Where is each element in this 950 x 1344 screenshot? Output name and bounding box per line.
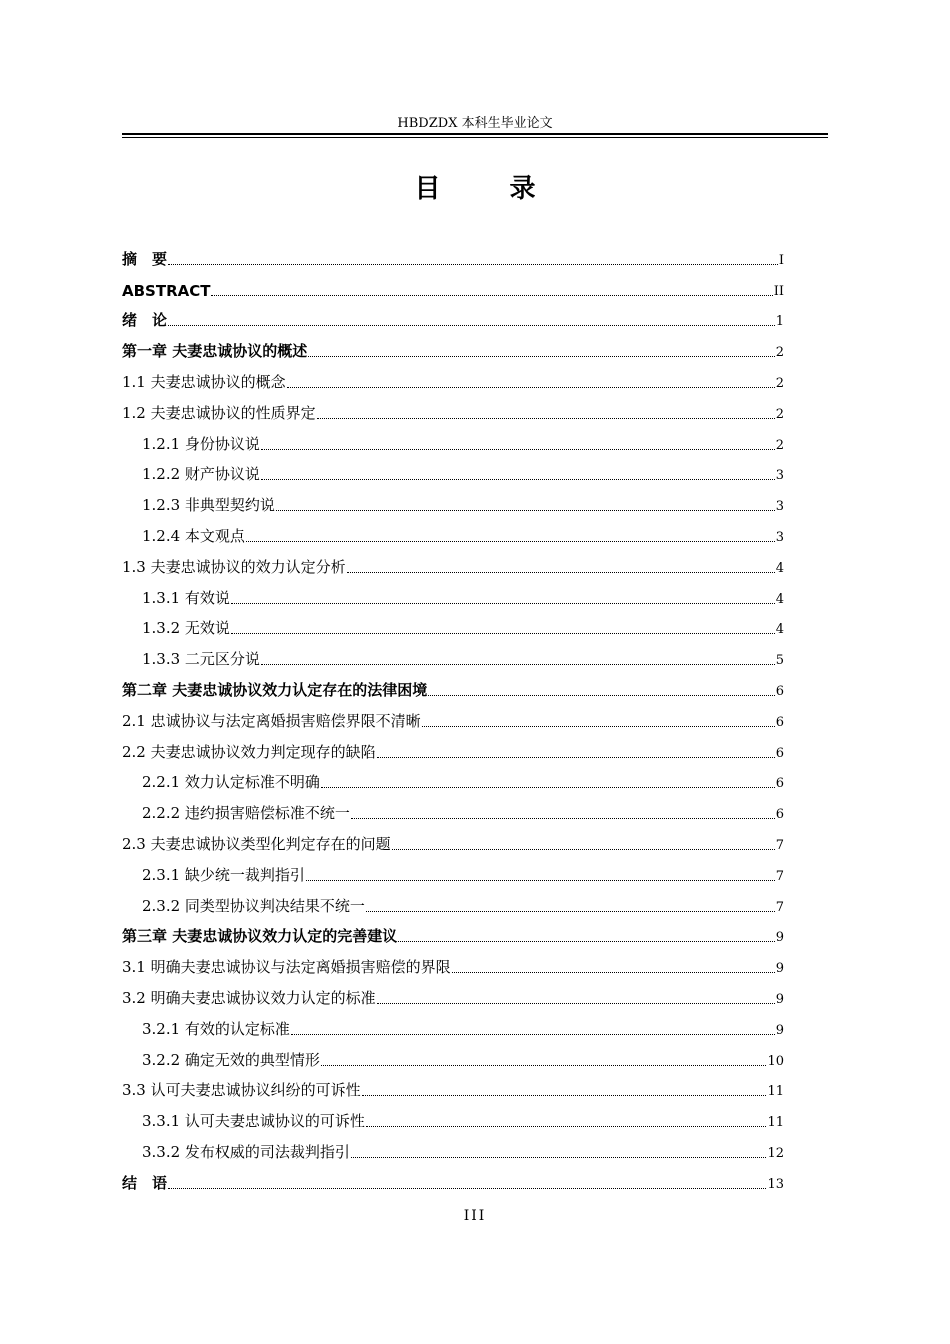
toc-entry[interactable]	[122, 363, 784, 394]
toc-dot-leader	[261, 478, 775, 480]
toc-entry-page: 6	[775, 714, 784, 730]
toc-entry-label: 1.2.2 财产协议说	[142, 465, 260, 484]
toc-entry-page: 10	[767, 1053, 784, 1069]
toc-dot-leader	[428, 694, 774, 696]
toc-entry[interactable]	[122, 887, 784, 918]
toc-entry[interactable]	[122, 702, 784, 733]
toc-entry-page: 9	[775, 961, 784, 977]
toc-dot-leader	[321, 1064, 767, 1066]
toc-dot-leader	[246, 540, 775, 542]
toc-dot-leader	[276, 509, 775, 511]
toc-entry-page: 7	[775, 868, 784, 884]
page-number: III	[463, 1208, 487, 1224]
toc-entry-label: 3.2 明确夫妻忠诚协议效力认定的标准	[122, 988, 376, 1007]
toc-dot-leader	[362, 1094, 767, 1096]
toc-dot-leader	[291, 1033, 775, 1035]
toc-dot-leader	[347, 571, 775, 573]
toc-entry-page: I	[778, 252, 784, 268]
toc-entry-page: 6	[775, 683, 784, 699]
toc-entry-label: 1.3.2 无效说	[142, 619, 230, 638]
toc-entry-label: 3.2.2 确定无效的典型情形	[142, 1050, 320, 1069]
toc-entry-page: 2	[775, 437, 784, 453]
toc-entry-label: 1.2.1 身份协议说	[142, 434, 260, 453]
toc-entry-page: 2	[775, 375, 784, 391]
toc-entry-label: 1.2 夫妻忠诚协议的性质界定	[122, 403, 316, 422]
page-header: HBDZDX 本科生毕业论文	[397, 116, 553, 131]
toc-entry[interactable]	[122, 517, 784, 548]
toc-entry-page: 11	[767, 1084, 784, 1100]
toc-entry-label: 结 语	[122, 1173, 168, 1192]
toc-entry-label: 3.3.1 认可夫妻忠诚协议的可诉性	[142, 1112, 365, 1131]
toc-entry-label: 2.2 夫妻忠诚协议效力判定现存的缺陷	[122, 742, 376, 761]
toc-entry[interactable]	[122, 240, 784, 271]
toc-entry-label: 3.3 认可夫妻忠诚协议纠纷的可诉性	[122, 1081, 361, 1100]
toc-entry-label: 1.3 夫妻忠诚协议的效力认定分析	[122, 557, 346, 576]
toc-dot-leader	[261, 663, 775, 665]
toc-entry[interactable]	[122, 733, 784, 764]
toc-entry-label: 1.2.4 本文观点	[142, 526, 245, 545]
toc-entry-page: 11	[767, 1115, 784, 1131]
toc-entry-label: ABSTRACT	[122, 281, 211, 300]
toc-dot-leader	[168, 263, 778, 265]
toc-dot-leader	[287, 386, 775, 388]
toc-entry-label: 绪 论	[122, 311, 168, 330]
toc-entry-label: 第一章 夫妻忠诚协议的概述	[122, 342, 308, 361]
toc-entry[interactable]	[122, 456, 784, 487]
toc-entry-page: 9	[775, 930, 784, 946]
toc-dot-leader	[366, 910, 775, 912]
toc-entry-label: 3.3.2 发布权威的司法裁判指引	[142, 1142, 350, 1161]
toc-dot-leader	[306, 879, 775, 881]
toc-dot-leader	[321, 786, 775, 788]
toc-entry-page: 13	[767, 1176, 784, 1192]
toc-dot-leader	[231, 632, 775, 634]
toc-entry-label: 2.3 夫妻忠诚协议类型化判定存在的问题	[122, 834, 391, 853]
toc-entry[interactable]	[122, 1164, 784, 1195]
toc-entry-page: 9	[775, 991, 784, 1007]
toc-entry-page: 4	[775, 560, 784, 576]
toc-entry[interactable]	[122, 794, 784, 825]
toc-dot-leader	[422, 725, 775, 727]
toc-entry-page: 6	[775, 745, 784, 761]
toc-entry[interactable]	[122, 302, 784, 333]
toc-dot-leader	[377, 756, 775, 758]
toc-entry-label: 2.1 忠诚协议与法定离婚损害赔偿界限不清晰	[122, 711, 421, 730]
header-rule	[122, 133, 828, 135]
toc-entry-page: 12	[767, 1145, 784, 1161]
toc-entry[interactable]	[122, 918, 784, 949]
toc-dot-leader	[351, 817, 775, 819]
toc-dot-leader	[317, 417, 775, 419]
toc-entry-page: 2	[775, 406, 784, 422]
toc-entry-page: 6	[775, 807, 784, 823]
toc-entry-page: 6	[775, 776, 784, 792]
header-rule-thin	[122, 137, 828, 138]
toc-entry-label: 摘 要	[122, 249, 168, 268]
toc-dot-leader	[211, 294, 772, 296]
toc-entry-label: 2.2.2 违约损害赔偿标准不统一	[142, 804, 350, 823]
toc-entry[interactable]	[122, 671, 784, 702]
toc-dot-leader	[231, 602, 775, 604]
toc-entry[interactable]	[122, 640, 784, 671]
toc-entry-label: 2.3.2 同类型协议判决结果不统一	[142, 896, 365, 915]
toc-dot-leader	[452, 971, 775, 973]
toc-entry[interactable]	[122, 856, 784, 887]
toc-entry-page: II	[773, 283, 784, 299]
toc-entry-label: 2.2.1 效力认定标准不明确	[142, 773, 320, 792]
toc-entry[interactable]	[122, 948, 784, 979]
toc-entry-label: 1.2.3 非典型契约说	[142, 496, 275, 515]
toc-entry-page: 5	[775, 653, 784, 669]
toc-title: 目 录	[414, 174, 566, 204]
toc-entry-page: 4	[775, 591, 784, 607]
table-of-contents	[122, 240, 784, 1195]
toc-entry[interactable]	[122, 1133, 784, 1164]
toc-dot-leader	[392, 848, 775, 850]
toc-entry-page: 3	[775, 529, 784, 545]
toc-entry[interactable]	[122, 1041, 784, 1072]
toc-entry-page: 4	[775, 622, 784, 638]
toc-entry-label: 3.2.1 有效的认定标准	[142, 1019, 290, 1038]
toc-entry[interactable]	[122, 548, 784, 579]
toc-entry[interactable]	[122, 1102, 784, 1133]
toc-entry[interactable]	[122, 1010, 784, 1041]
toc-entry[interactable]	[122, 425, 784, 456]
toc-dot-leader	[377, 1002, 775, 1004]
toc-dot-leader	[398, 940, 774, 942]
toc-entry-label: 第二章 夫妻忠诚协议效力认定存在的法律困境	[122, 680, 428, 699]
toc-dot-leader	[168, 324, 775, 326]
toc-entry-label: 1.3.1 有效说	[142, 588, 230, 607]
toc-dot-leader	[168, 1187, 766, 1189]
toc-dot-leader	[261, 448, 775, 450]
toc-entry[interactable]	[122, 332, 784, 363]
toc-entry-label: 1.1 夫妻忠诚协议的概念	[122, 372, 286, 391]
toc-entry-page: 3	[775, 499, 784, 515]
toc-entry-label: 1.3.3 二元区分说	[142, 650, 260, 669]
toc-entry-label: 第三章 夫妻忠诚协议效力认定的完善建议	[122, 927, 398, 946]
toc-entry[interactable]	[122, 764, 784, 795]
toc-entry-page: 3	[775, 468, 784, 484]
toc-entry[interactable]	[122, 610, 784, 641]
toc-entry-page: 1	[775, 314, 784, 330]
toc-entry[interactable]	[122, 825, 784, 856]
toc-entry[interactable]	[122, 579, 784, 610]
toc-entry[interactable]	[122, 979, 784, 1010]
toc-entry-page: 7	[775, 837, 784, 853]
toc-entry-page: 7	[775, 899, 784, 915]
toc-entry[interactable]	[122, 1072, 784, 1103]
toc-entry-page: 9	[775, 1022, 784, 1038]
toc-dot-leader	[308, 355, 774, 357]
toc-entry[interactable]	[122, 486, 784, 517]
toc-entry-label: 3.1 明确夫妻忠诚协议与法定离婚损害赔偿的界限	[122, 958, 451, 977]
toc-entry-label: 2.3.1 缺少统一裁判指引	[142, 865, 305, 884]
toc-dot-leader	[366, 1125, 767, 1127]
toc-entry-page: 2	[775, 345, 784, 361]
toc-entry[interactable]	[122, 271, 784, 302]
toc-dot-leader	[351, 1156, 767, 1158]
toc-entry[interactable]	[122, 394, 784, 425]
